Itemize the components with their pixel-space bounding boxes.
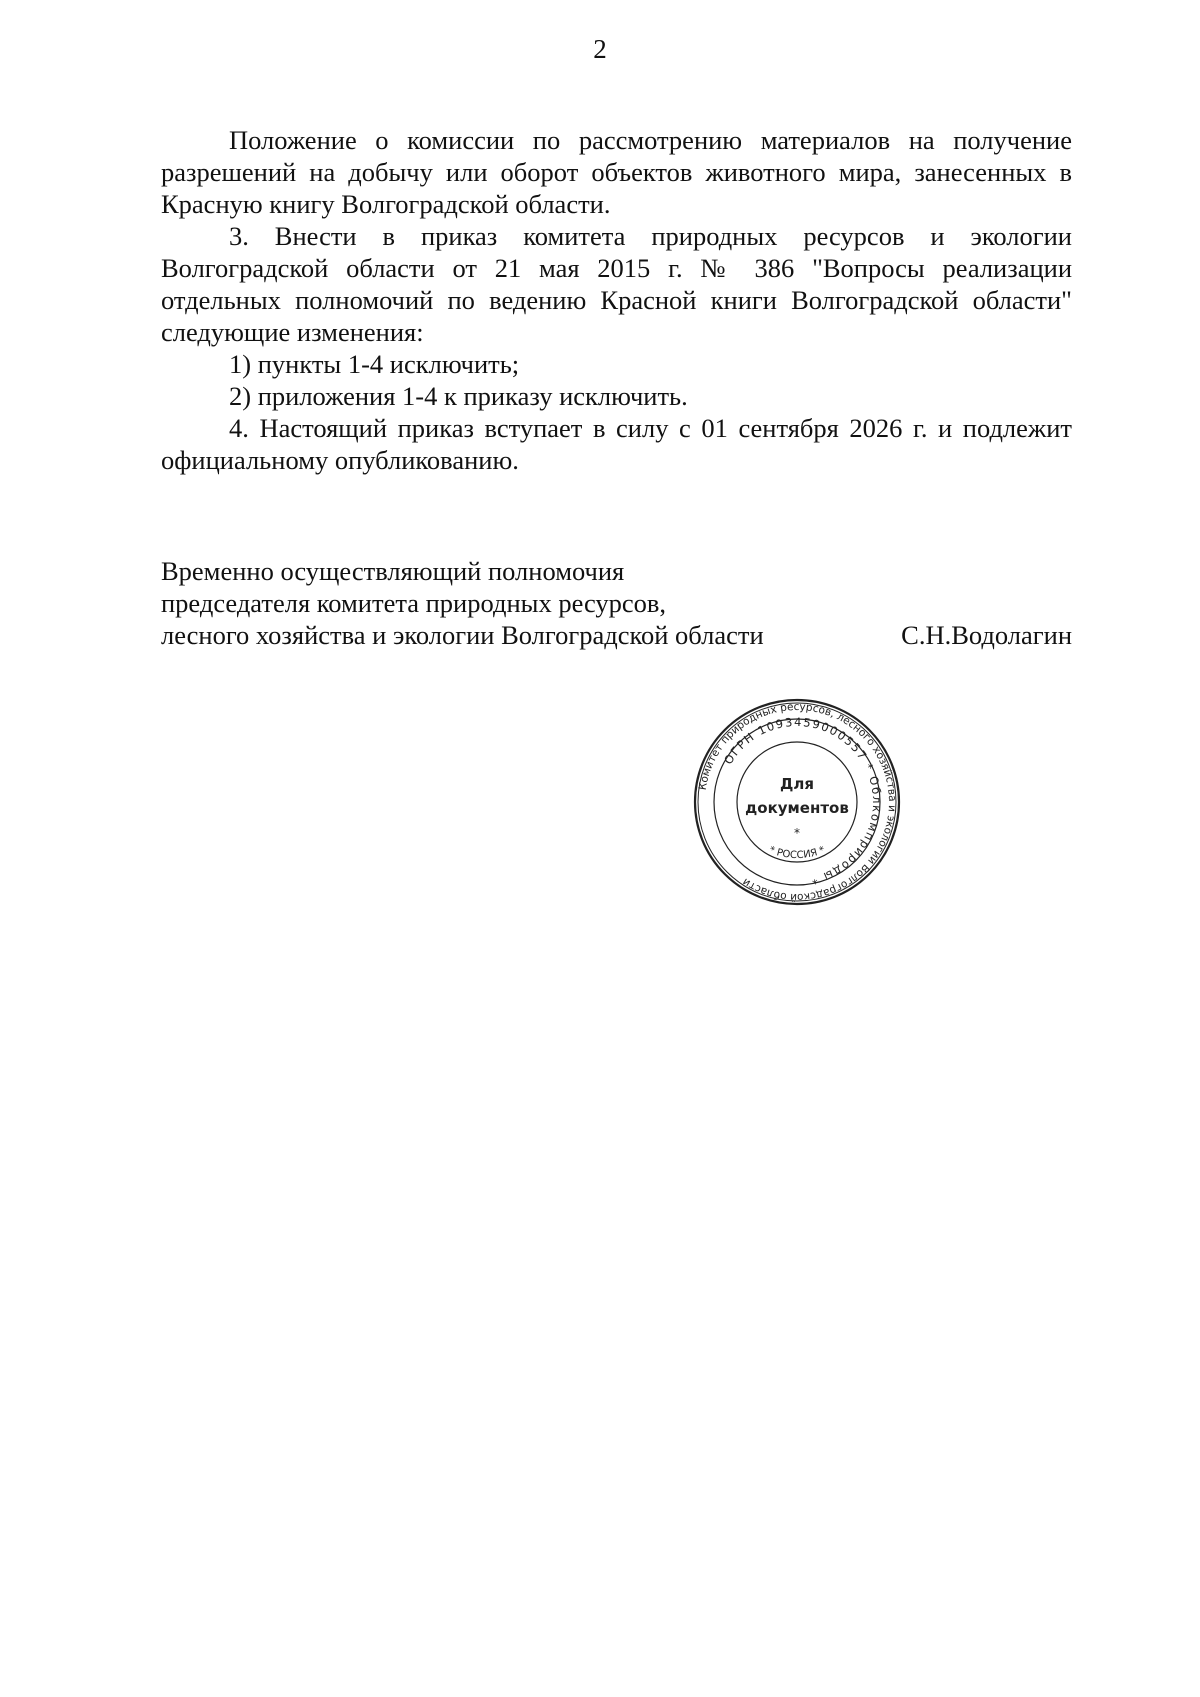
- paragraph-subitem-1: 1) пункты 1-4 исключить;: [229, 349, 520, 379]
- paragraph-regulation-title: Положение о комиссии по рассмотрению материалов на получение разрешений на добычу или оборот объектов животного мира, занесенных в Красную книгу Волгоградской области.: [161, 125, 1072, 219]
- seal-inner-text: ОГРН 1093459000557 * Облкомприроды *: [720, 714, 885, 888]
- seal-graphic: [692, 697, 902, 907]
- paragraph-subitem-2: 2) приложения 1-4 к приказу исключить.: [229, 381, 688, 411]
- signatory-position-line-2: председателя комитета природных ресурсов,: [161, 588, 667, 618]
- signatory-position-line-3: лесного хозяйства и экологии Волгоградской области: [161, 620, 764, 650]
- signature-block: [161, 555, 1072, 651]
- signatory-name: С.Н.Водолагин: [901, 620, 1072, 650]
- seal-bottom-text: * РОССИЯ *: [767, 844, 827, 862]
- seal-center-line-1: Для: [780, 775, 814, 793]
- page-number: 2: [593, 34, 607, 64]
- signatory-position-line-1: Временно осуществляющий полномочия: [161, 556, 625, 586]
- seal-center-star: *: [794, 826, 800, 840]
- document-body: [161, 124, 1072, 476]
- paragraph-item-4: 4. Настоящий приказ вступает в силу с 01 сентября 2026 г. и подлежит официальному опубликованию.: [161, 413, 1072, 475]
- official-seal: [692, 697, 902, 907]
- paragraph-item-3: 3. Внести в приказ комитета природных ресурсов и экологии Волгоградской области от 21 мая 2015 г. № 386 "Вопросы реализации отдельных полномочий по ведению Красной книги Волгоградской области" следующие изменения:: [161, 221, 1072, 347]
- seal-outer-text: Комитет природных ресурсов, лесного хозяйства и экологии Волгоградской области: [696, 700, 899, 904]
- seal-center-line-2: документов: [745, 799, 849, 817]
